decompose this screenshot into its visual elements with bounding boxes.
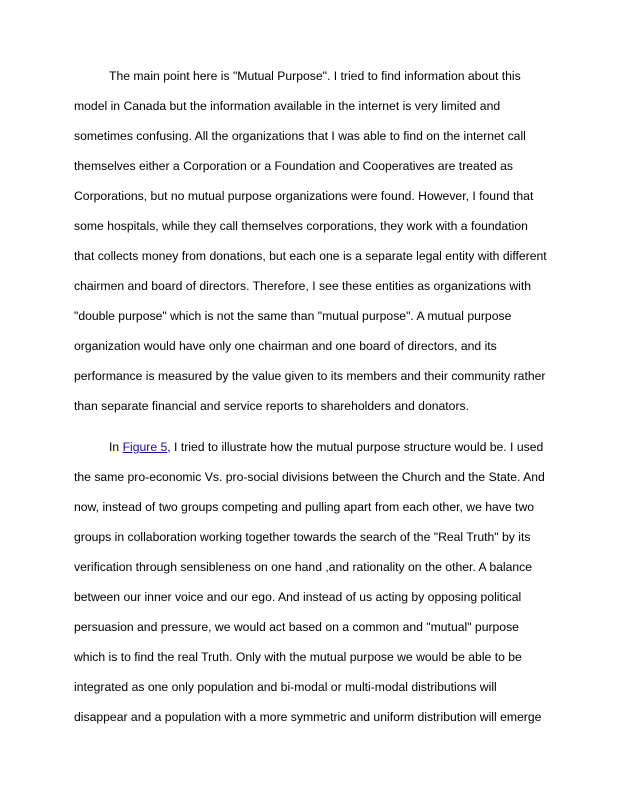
text-line: now, instead of two groups competing and pulling apart from each other, we have two: [74, 500, 535, 514]
text-line: themselves either a Corporation or a Foundation and Cooperatives are treated as: [74, 159, 514, 173]
text-line: performance is measured by the value given to its members and their community rather: [74, 369, 546, 383]
text-line: some hospitals, while they call themselves corporations, they work with a foundation: [74, 219, 528, 233]
text-line: organization would have only one chairman and one board of directors, and its: [74, 339, 497, 353]
text-line: integrated as one only population and bi-modal or multi-modal distributions will: [74, 680, 497, 694]
text-line: which is to find the real Truth. Only with the mutual purpose we would be able to be: [74, 650, 522, 664]
text-line: The main point here is "Mutual Purpose". I tried to find information about this: [109, 69, 521, 83]
text-segment: In: [109, 440, 123, 454]
text-line: disappear and a population with a more symmetric and uniform distribution will emerge: [74, 710, 542, 724]
text-line: than separate financial and service reports to shareholders and donators.: [74, 399, 469, 413]
text-line: that collects money from donations, but each one is a separate legal entity with different: [74, 249, 547, 263]
text-line: model in Canada but the information available in the internet is very limited and: [74, 99, 501, 113]
text-line: between our inner voice and our ego. And instead of us acting by opposing political: [74, 590, 522, 604]
text-line: persuasion and pressure, we would act based on a common and "mutual" purpose: [74, 620, 519, 634]
text-line: sometimes confusing. All the organizations that I was able to find on the internet call: [74, 129, 526, 143]
text-segment: , I tried to illustrate how the mutual purpose structure would be. I used: [167, 440, 544, 454]
text-line: chairmen and board of directors. Therefore, I see these entities as organizations with: [74, 279, 532, 293]
text-line: the same pro-economic Vs. pro-social divisions between the Church and the State. And: [74, 470, 545, 484]
text-line: Corporations, but no mutual purpose organizations were found. However, I found that: [74, 189, 534, 203]
text-line: verification through sensibleness on one hand ,and rationality on the other. A balance: [74, 560, 533, 574]
text-line: "double purpose" which is not the same than "mutual purpose". A mutual purpose: [74, 309, 512, 323]
text-line-with-link: [109, 439, 543, 455]
text-line: groups in collaboration working together towards the search of the "Real Truth" by its: [74, 530, 531, 544]
figure-5-link[interactable]: Figure 5: [122, 440, 168, 454]
